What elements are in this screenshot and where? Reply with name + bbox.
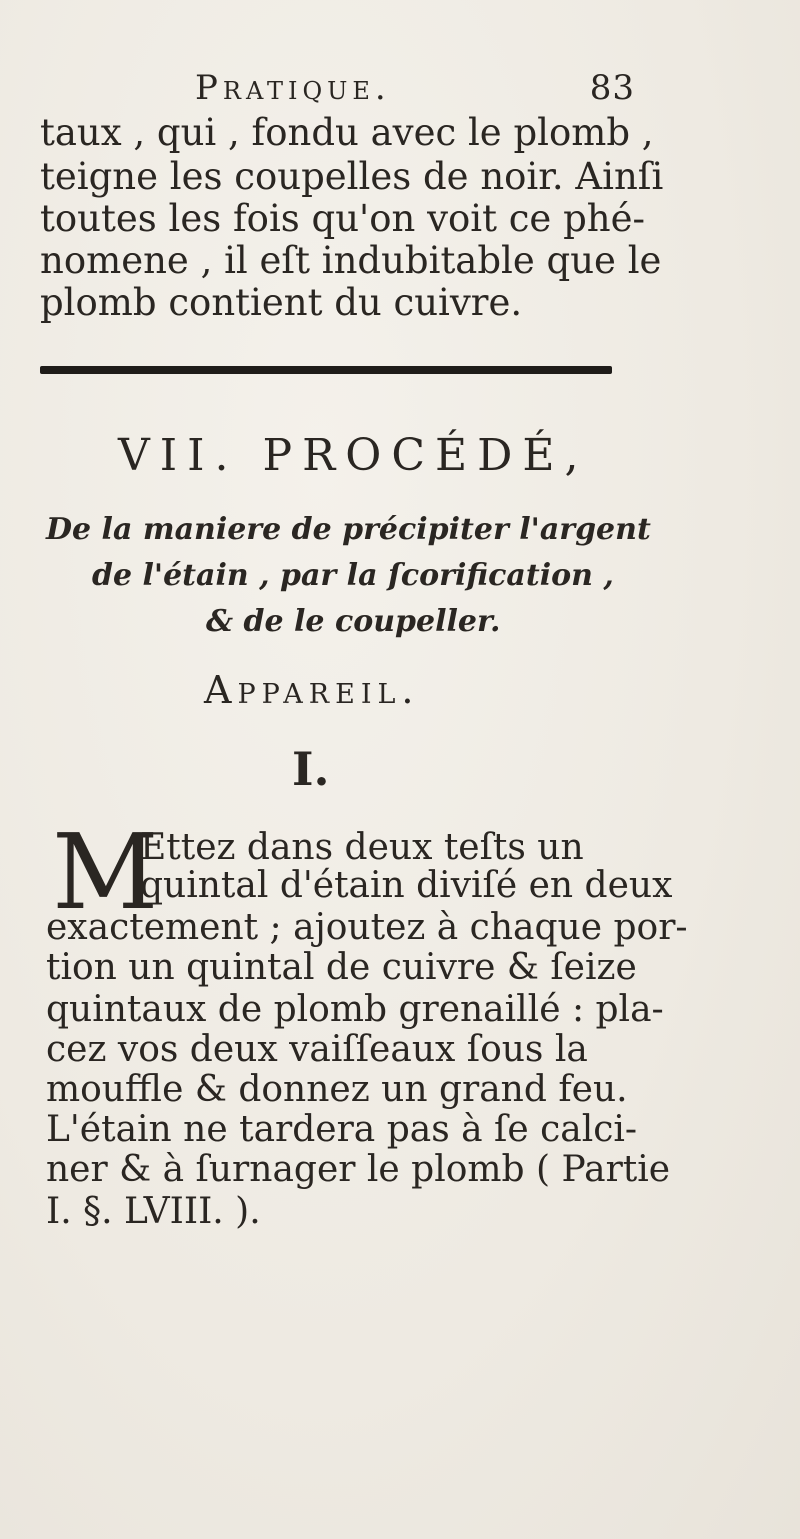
text-line: quintal d'étain diviſé en deux <box>140 865 673 906</box>
section-heading: VII. PROCÉDÉ, <box>118 430 589 481</box>
text-line: mouffle & donnez un grand feu. <box>46 1069 628 1110</box>
page-header <box>195 68 635 108</box>
text-line: quintaux de plomb grenaillé : pla- <box>46 989 664 1030</box>
page-number: 83 <box>589 68 635 108</box>
subtitle-line: & de le coupeller. <box>206 604 501 639</box>
text-line: plomb contient du cuivre. <box>40 281 523 324</box>
subtitle-line: De la maniere de précipiter l'argent <box>46 512 651 547</box>
text-line: toutes les fois qu'on voit ce phé- <box>40 197 646 240</box>
step-numeral: I. <box>292 742 330 796</box>
text-line: tion un quintal de cuivre & ſeize <box>46 947 637 988</box>
text-line: exactement ; ajoutez à chaque por- <box>46 907 688 948</box>
text-line: taux , qui , fondu avec le plomb , <box>40 111 654 154</box>
text-line: I. §. LVIII. ). <box>46 1191 261 1232</box>
apparatus-heading: Appareil. <box>204 668 420 712</box>
text-line: cez vos deux vaiſſeaux ſous la <box>46 1029 588 1070</box>
text-line: Ettez dans deux teſts un <box>140 827 584 868</box>
section-divider-rule <box>40 366 612 374</box>
text-line: ner & à ſurnager le plomb ( Partie <box>46 1149 671 1190</box>
text-line: teigne les coupelles de noir. Ainſi <box>40 155 664 198</box>
text-line: nomene , il eſt indubitable que le <box>40 239 662 282</box>
text-line: L'étain ne tardera pas à ſe calci- <box>46 1109 638 1150</box>
subtitle-line: de l'étain , par la ſcorification , <box>92 558 614 593</box>
drop-cap: M <box>52 811 159 933</box>
running-title: Pratique. <box>195 68 391 108</box>
